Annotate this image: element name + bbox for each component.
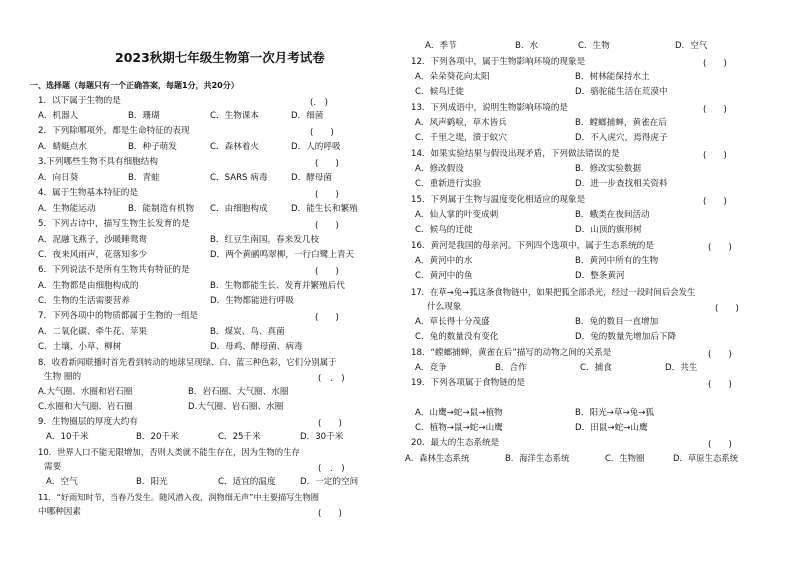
option: B．岩石圈、大气圈、水圈 — [188, 387, 289, 397]
option: A．修改假设 — [415, 164, 464, 174]
question-stem: 7．下列各项中的物质都属于生物的一组是 — [38, 311, 199, 321]
option: B．煤炭、鸟、真菌 — [210, 327, 285, 337]
option: A．竞争 — [415, 363, 447, 373]
option: D.大气圈、岩石圈、水圈 — [188, 402, 284, 412]
option: A．10千米 — [46, 432, 89, 442]
answer-paren: ( ) — [310, 128, 334, 138]
question-stem: 16．黄河是我国的母亲河。下列四个选项中，属于生态系统的是 — [411, 241, 654, 251]
option: C．夜来风雨声，花落知多少 — [38, 250, 148, 260]
option: B．树林能保持水土 — [575, 72, 650, 82]
section-heading: 一、选择题（每题只有一个正确答案，每题1分，共20分） — [30, 81, 239, 90]
answer-paren: ( ) — [318, 509, 342, 519]
option: B．修改实验数据 — [575, 164, 642, 174]
option: C．重新进行实验 — [415, 179, 482, 189]
question-stem-cont: 中哪种因素 — [38, 507, 81, 517]
option: A．黄河中的水 — [415, 256, 473, 266]
option: D．酵母菌 — [291, 173, 332, 183]
option: C．适宜的温度 — [218, 477, 276, 487]
option: B．螳螂捕蝉，黄雀在后 — [575, 118, 667, 128]
question-stem: 3.下列哪些生物不具有细胞结构 — [38, 157, 158, 167]
option: A．向日葵 — [38, 173, 79, 183]
question-stem: 8．收看新闻联播时首先看到转动的地球呈现绿、白、蓝三种色彩，它们分别属于 — [38, 357, 337, 367]
answer-paren: ( ) — [315, 221, 339, 231]
option: D．两个黄鹂鸣翠柳，一行白鹭上青天 — [210, 250, 355, 260]
option: C．25千米 — [218, 432, 261, 442]
option: C．候鸟的迁徙 — [415, 225, 473, 235]
option: A．蜻蜓点水 — [38, 142, 87, 152]
option: D．人的呼吸 — [291, 142, 341, 152]
answer-paren: ( ) — [715, 304, 739, 314]
option: A．二氧化碳、牵牛花、苹果 — [38, 327, 148, 337]
option: A.大气圈、水圈和岩石圈 — [38, 387, 133, 397]
option: B．阳光 — [136, 477, 168, 487]
option: C.水圈和大气圈、岩石圈 — [38, 402, 133, 412]
option: A．机器人 — [38, 111, 79, 121]
option: D．草原生态系统 — [673, 453, 739, 463]
option: A．草长得十分茂盛 — [415, 317, 490, 327]
answer-paren: ( ) — [708, 243, 732, 253]
option: D．兔的数量先增加后下降 — [575, 332, 677, 342]
question-stem: 17．在草→兔→狐这条食物链中，如果把狐全部杀光，经过一段时间后会发生 — [411, 287, 696, 297]
option: B．黄河中所有的生物 — [575, 256, 659, 266]
option: C．黄河中的鱼 — [415, 271, 473, 281]
option: C．土壤、小草、柳树 — [38, 342, 122, 352]
option: B．种子萌发 — [128, 142, 177, 152]
option: D．一定的空间 — [300, 477, 359, 487]
option: A．季节 — [425, 41, 457, 51]
option: B．合作 — [495, 363, 527, 373]
question-stem-cont: 生物 圈的 — [44, 372, 82, 382]
option: C．千里之堤，溃于蚁穴 — [415, 133, 507, 143]
option: B．红豆生南国，春来发几枝 — [210, 235, 320, 245]
question-stem: 2．下列除哪项外，都是生命特征的表现 — [38, 126, 190, 136]
option: A．空气 — [46, 477, 78, 487]
option: D．共生 — [665, 363, 698, 373]
option: A．山鹰→蛇→鼠→植物 — [415, 408, 503, 418]
question-stem: 15．下列属于生物与温度变化相适应的现象是 — [411, 195, 586, 205]
option: A．泥融飞燕子，沙暖睡鸳鸯 — [38, 235, 148, 245]
option: D．能生长和繁殖 — [291, 204, 358, 214]
answer-paren: ( ) — [318, 419, 342, 429]
question-stem: 1．以下属于生物的是 — [38, 96, 121, 106]
option: B．20千米 — [136, 432, 179, 442]
option: A．风声鹤唳，草木皆兵 — [415, 118, 507, 128]
option: B．珊瑚 — [128, 111, 160, 121]
option: B．生物都能生长、发育并繁殖后代 — [210, 281, 345, 291]
question-stem: 4．属于生物基本特征的是 — [38, 188, 138, 198]
answer-paren: ( ) — [703, 59, 727, 69]
left-column — [30, 0, 385, 561]
option: C．捕食 — [580, 363, 612, 373]
option: C．生物课本 — [210, 111, 259, 121]
option: B．海洋生态系统 — [505, 453, 570, 463]
question-stem-cont: 什么现象 — [427, 302, 462, 312]
option: A．森林生态系统 — [405, 453, 470, 463]
option: C．生物的生活需要营养 — [38, 296, 130, 306]
answer-paren: ( ) — [703, 151, 727, 161]
option: A．仙人掌的叶变成刺 — [415, 210, 499, 220]
option: D．30千米 — [300, 432, 344, 442]
answer-paren: ( ) — [315, 159, 339, 169]
page-title: 2023秋期七年级生物第一次月考试卷 — [115, 50, 325, 65]
option: B．蛾类在夜间活动 — [575, 210, 650, 220]
right-column — [405, 0, 775, 561]
option: D．母鸡、酵母菌、病毒 — [210, 342, 303, 352]
option: A．生物能运动 — [38, 204, 96, 214]
option: B．青蛙 — [128, 173, 160, 183]
option: D．细菌 — [291, 111, 324, 121]
option: D．不入虎穴，焉得虎子 — [575, 133, 668, 143]
option: C．植物→鼠→蛇→山鹰 — [415, 423, 503, 433]
question-stem: 12．下列各项中，属于生物影响环境的现象是 — [411, 57, 586, 67]
option: D．空气 — [675, 41, 708, 51]
answer-paren: ( ) — [315, 190, 339, 200]
option: B．能制造有机物 — [128, 204, 195, 214]
option: B．水 — [515, 41, 539, 51]
question-stem: 6．下列说法不是所有生物共有特征的是 — [38, 265, 190, 275]
option: D．生物都能进行呼吸 — [210, 296, 294, 306]
answer-paren: (. ) — [310, 98, 329, 108]
option: D．进一步查找相关资料 — [575, 179, 668, 189]
question-stem: 13．下列成语中，说明生物影响环境的是 — [411, 103, 569, 113]
answer-paren: ( . ) — [318, 464, 345, 474]
option: C．由细胞构成 — [210, 204, 268, 214]
option: D．田鼠→蛇→山鹰 — [575, 423, 648, 433]
answer-paren: ( ) — [708, 350, 732, 360]
answer-paren: ( . ) — [318, 374, 345, 384]
option: D．整条黄河 — [575, 271, 625, 281]
question-stem: 11．“好雨知时节，当春乃发生。随风潜入夜，润物细无声”中主要描写生物圈 — [38, 492, 319, 502]
answer-paren: ( ) — [703, 105, 727, 115]
question-stem: 5．下列古诗中，描写生物生长发育的是 — [38, 219, 190, 229]
option: B．兔的数目一直增加 — [575, 317, 659, 327]
option: A．生物都是由细胞构成的 — [38, 281, 139, 291]
answer-paren: ( ) — [315, 267, 339, 277]
question-stem: 20．最大的生态系统是 — [411, 438, 500, 448]
option: D．骆驼能生活在荒漠中 — [575, 87, 668, 97]
option: C．SARS 病毒 — [210, 173, 268, 183]
question-stem: 14．如果实验结果与假设出现矛盾，下列做法错误的是 — [411, 149, 620, 159]
option: C．森林着火 — [210, 142, 259, 152]
question-stem-cont: 需要 — [44, 462, 62, 472]
question-stem: 9．生物圈层的厚度大约有 — [38, 417, 138, 427]
question-stem: 19．下列各项属于食物链的是 — [411, 378, 526, 388]
answer-paren: ( ) — [315, 313, 339, 323]
question-stem: 10．世界人口不能无限增加，否则人类就不能生存在，因为生物的生存 — [38, 447, 300, 457]
answer-paren: ( ) — [703, 197, 727, 207]
option: C．生物圈 — [605, 453, 645, 463]
option: C．生物 — [578, 41, 610, 51]
option: A．朵朵葵花向太阳 — [415, 72, 490, 82]
answer-paren: ( ) — [708, 440, 732, 450]
option: C．候鸟迁徙 — [415, 87, 464, 97]
answer-paren: ( ) — [708, 380, 732, 390]
question-stem: 18．“螳螂捕蝉，黄雀在后”描写的动物之间的关系是 — [411, 348, 612, 358]
option: C．兔的数量没有变化 — [415, 332, 499, 342]
option: D．山顶的旗形树 — [575, 225, 642, 235]
option: B．阳光→草→兔→狐 — [575, 408, 655, 418]
